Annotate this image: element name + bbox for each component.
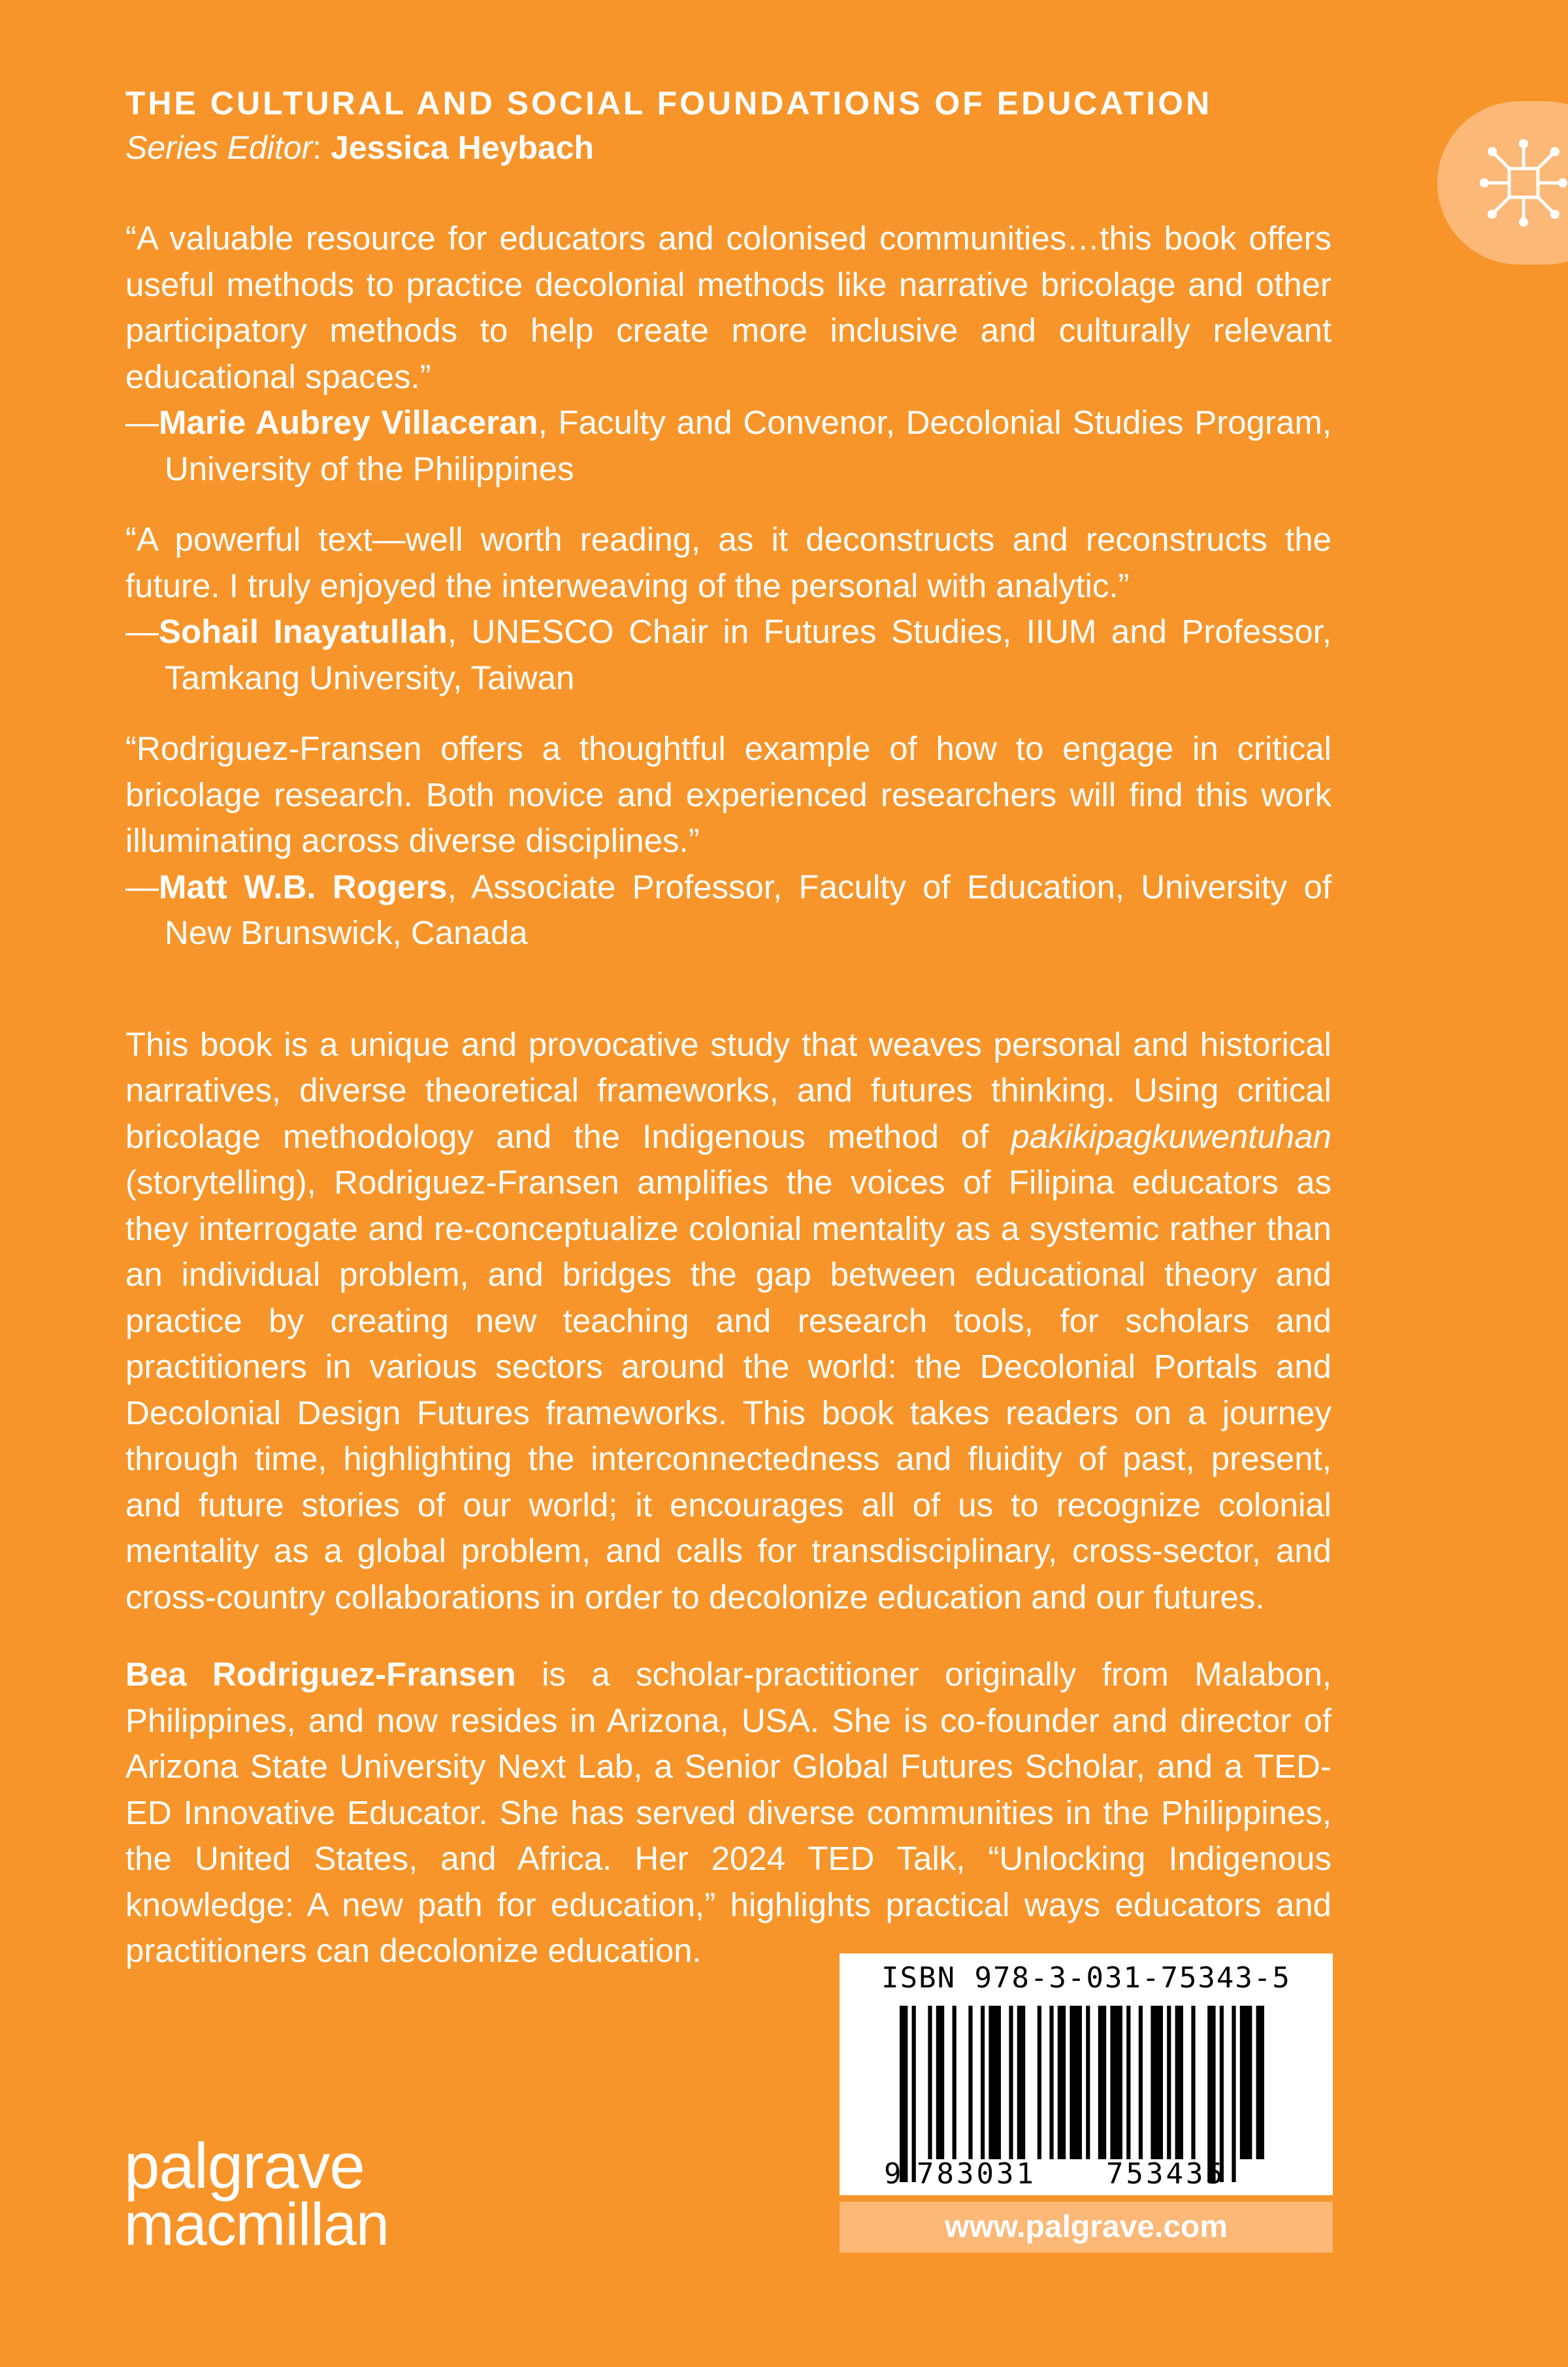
barcode-bar	[1086, 2006, 1090, 2159]
barcode-bar	[1220, 2006, 1224, 2182]
barcode-digits-left: 783031	[917, 2157, 1036, 2191]
palgrave-network-icon	[1437, 101, 1568, 265]
barcode-bar	[936, 2006, 944, 2159]
barcode-bar	[1240, 2006, 1252, 2159]
barcode-bar	[968, 2006, 972, 2159]
series-title: THE CULTURAL AND SOCIAL FOUNDATIONS OF EDUCATION	[125, 85, 1213, 122]
barcode-bar	[1098, 2006, 1106, 2159]
series-editor-label: Series Editor	[125, 129, 313, 166]
barcode	[840, 1953, 1333, 2195]
publisher-logo-line1: palgrave	[124, 2130, 365, 2202]
barcode-bar	[1207, 2006, 1215, 2182]
barcode-bar	[1167, 2006, 1171, 2159]
publisher-logo	[124, 2130, 389, 2258]
endorser-affiliation: , UNESCO Chair in Futures Studies, IIUM and Professor, Tamkang University, Taiwan	[165, 613, 1331, 696]
cover-text	[125, 216, 1331, 1974]
series-editor: Series Editor: Jessica Heybach	[125, 129, 595, 166]
barcode-bar	[928, 2006, 932, 2159]
barcode-bar	[1070, 2006, 1082, 2159]
barcode-digits-right: 753435	[1106, 2157, 1226, 2191]
barcode-bar	[900, 2006, 907, 2182]
endorser-name: Matt W.B. Rogers	[159, 868, 448, 906]
barcode-bar	[1256, 2006, 1264, 2159]
publisher-url[interactable]: www.palgrave.com	[840, 2202, 1333, 2253]
endorser-affiliation: , Faculty and Convenor, Decolonial Studies Program, University of the Philippines	[165, 404, 1332, 487]
barcode-bar	[1037, 2006, 1041, 2159]
series-editor-name: Jessica Heybach	[331, 129, 595, 166]
barcode-bar	[953, 2006, 956, 2159]
barcode-digit-lead: 9	[884, 2157, 902, 2191]
barcode-bar	[912, 2006, 916, 2182]
barcode-bar	[1151, 2006, 1163, 2159]
endorsement-quote: “Rodriguez-Fransen offers a thoughtful example of how to engage in critical bricolage research. Both novice and experienced researchers will find this work illuminating across diverse disciplines.”	[125, 730, 1331, 859]
endorsement-attribution: —Marie Aubrey Villaceran, Faculty and Convenor, Decolonial Studies Program, University of the Philippines	[125, 404, 1332, 487]
barcode-icon	[840, 1953, 1333, 2195]
endorser-name: Marie Aubrey Villaceran	[159, 404, 538, 441]
author-bio-text: is a scholar-practitioner originally from Malabon, Philippines, and now resides in Arizona, USA. She is co-founder and director of Arizona State University Next Lab, a Senior Global Futures Scholar, and a TED-ED Innovative Educator. She has served diverse communities in the Philippines, the United States, and Africa. Her 2024 TED Talk, “Unlocking Indigenous knowledge: A new path for education,” highlights practical ways educators and practitioners can decolonize education.	[125, 1656, 1331, 1969]
barcode-bar	[1139, 2006, 1143, 2159]
book-description: This book is a unique and provocative study that weaves personal and historical narratives, diverse theoretical frameworks, and futures thinking. Using critical bricolage methodology and the Indigenous method of pakikipagkuwentuhan (storytelling), Rodriguez-Fransen amplifies the voices of Filipina educators as they interrogate and re-conceptualize colonial mentality as a systemic rather than an individual problem, and bridges the gap between educational theory and practice by creating new teaching and research tools, for scholars and practitioners in various sectors around the world: the Decolonial Portals and Decolonial Design Futures frameworks. This book takes readers on a journey through time, highlighting the interconnectedness and fluidity of past, present, and future stories of our world; it encourages all of us to recognize colonial mentality as a global problem, and calls for transdisciplinary, cross-sector, and cross-country collaborations in order to decolonize education and our futures.	[125, 1025, 1331, 1616]
barcode-bar	[1126, 2006, 1130, 2159]
description-emphasis: pakikipagkuwentuhan	[1011, 1117, 1331, 1155]
barcode-bar	[1049, 2006, 1053, 2159]
publisher-logo-line2: macmillan	[124, 2191, 389, 2258]
endorser-name: Sohail Inayatullah	[159, 613, 448, 650]
barcode-bar	[1009, 2006, 1013, 2159]
barcode-bar	[988, 2006, 1001, 2159]
author-bio	[125, 1652, 1331, 1974]
barcode-bar	[1017, 2006, 1025, 2159]
author-name: Bea Rodriguez-Fransen	[125, 1656, 516, 1693]
endorsement-attribution: —Sohail Inayatullah, UNESCO Chair in Futures Studies, IIUM and Professor, Tamkang University, Taiwan	[125, 613, 1331, 696]
barcode-bar	[981, 2006, 985, 2159]
endorsement	[125, 216, 1331, 492]
barcode-bar	[1191, 2006, 1195, 2159]
isbn-label: ISBN 978-3-031-75343-5	[881, 1961, 1291, 1995]
endorsement-attribution: —Matt W.B. Rogers, Associate Professor, Faculty of Education, University of New Brunswick, Canada	[125, 868, 1331, 951]
barcode-bar	[1175, 2006, 1183, 2159]
endorsement	[125, 517, 1331, 701]
endorsement-quote: “A valuable resource for educators and colonised communities…this book offers useful methods to practice decolonial methods like narrative bricolage and other participatory methods to help create more inclusive and culturally relevant educational spaces.”	[125, 220, 1331, 395]
endorser-affiliation: , Associate Professor, Faculty of Education, University of New Brunswick, Canada	[165, 868, 1331, 951]
endorsement-quote: “A powerful text—well worth reading, as it deconstructs and reconstructs the future. I truly enjoyed the interweaving of the personal with analytic.”	[125, 521, 1331, 604]
barcode-bar	[1058, 2006, 1066, 2159]
endorsement	[125, 726, 1331, 956]
barcode-bar	[1232, 2006, 1235, 2182]
barcode-bar	[1110, 2006, 1122, 2159]
